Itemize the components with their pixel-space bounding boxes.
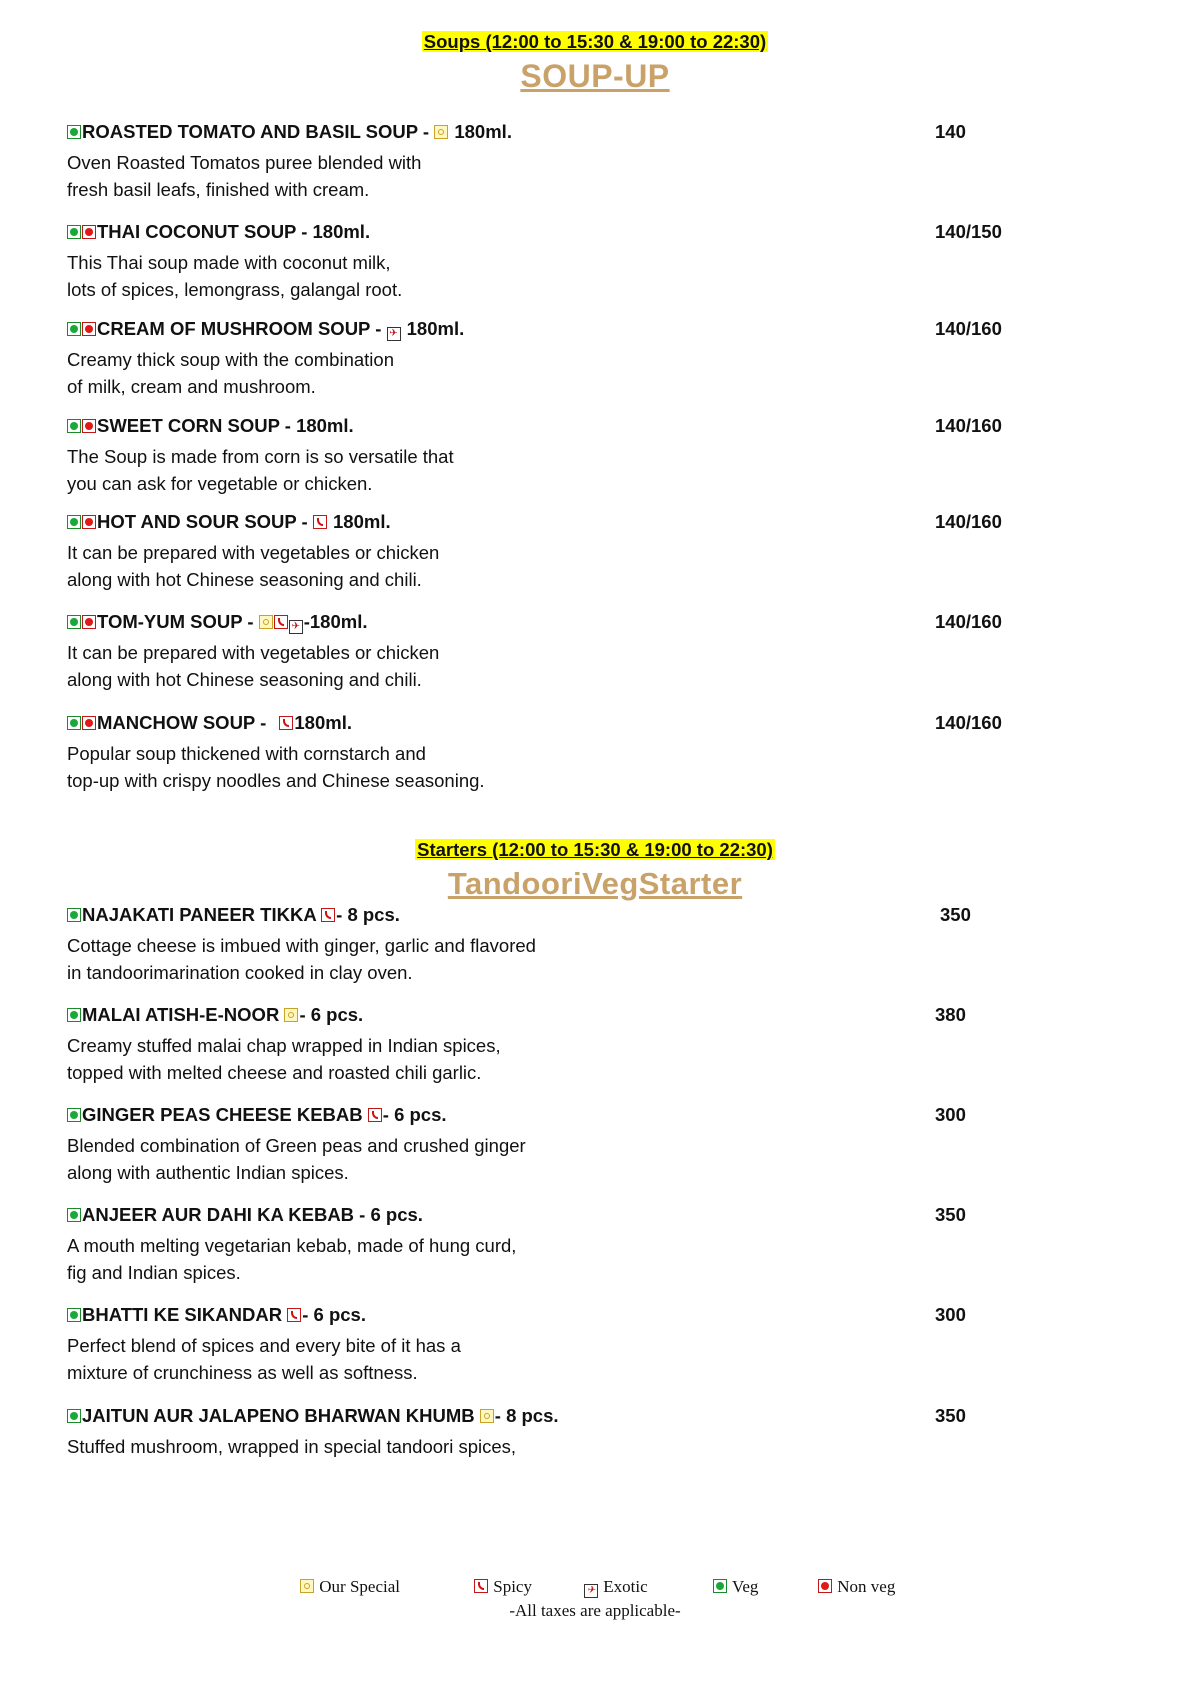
item-description: This Thai soup made with coconut milk, lots of spices, lemongrass, galangal root. (67, 252, 403, 300)
item-price: 140/160 (935, 415, 1002, 436)
menu-item (67, 1304, 1027, 1386)
non-veg-icon (82, 615, 96, 629)
item-price: 300 (935, 1304, 966, 1325)
item-size: 180ml. (294, 712, 352, 733)
non-veg-icon (818, 1579, 832, 1593)
item-name: NAJAKATI PANEER TIKKA (82, 904, 322, 925)
item-name: ROASTED TOMATO AND BASIL SOUP - (82, 121, 435, 142)
legend-veg: Veg (713, 1577, 758, 1597)
item-description: Blended combination of Green peas and crushed ginger along with authentic Indian spices. (67, 1135, 526, 1183)
item-size: - 8 pcs. (336, 904, 400, 925)
spicy-icon (274, 615, 288, 629)
item-name: GINGER PEAS CHEESE KEBAB (82, 1104, 368, 1125)
menu-item (67, 221, 1027, 303)
menu-item (67, 611, 1027, 693)
non-veg-icon (82, 515, 96, 529)
item-price: 140/160 (935, 511, 1002, 532)
item-price: 140/160 (935, 611, 1002, 632)
spicy-icon (279, 716, 293, 730)
item-description: Popular soup thickened with cornstarch and top-up with crispy noodles and Chinese seasoning. (67, 743, 485, 791)
menu-item (67, 511, 1027, 593)
veg-icon (67, 716, 81, 730)
item-name: MANCHOW SOUP - (97, 712, 272, 733)
item-description: It can be prepared with vegetables or chicken along with hot Chinese seasoning and chili. (67, 642, 440, 690)
non-veg-icon (82, 716, 96, 730)
legend-spicy: Spicy (474, 1577, 532, 1597)
item-name: SWEET CORN SOUP - 180ml. (97, 415, 354, 436)
item-name: ANJEER AUR DAHI KA KEBAB - 6 pcs. (82, 1204, 423, 1225)
veg-icon (67, 125, 81, 139)
item-price: 140 (935, 121, 966, 142)
menu-item (67, 318, 1027, 400)
veg-icon (67, 419, 81, 433)
item-size: - 8 pcs. (494, 1405, 559, 1426)
veg-icon (67, 322, 81, 336)
starters-heading: TandooriVegStarter (447, 866, 743, 901)
item-price: 140/160 (935, 318, 1002, 339)
our-special-icon (480, 1409, 494, 1423)
our-special-icon (434, 125, 448, 139)
item-size: - 6 pcs. (382, 1104, 447, 1125)
item-description: Oven Roasted Tomatos puree blended with fresh basil leafs, finished with cream. (67, 152, 422, 200)
veg-icon (67, 225, 81, 239)
item-size: 180ml. (327, 511, 391, 532)
legend-non-veg: Non veg (818, 1577, 895, 1597)
veg-icon (67, 615, 81, 629)
spicy-icon (368, 1108, 382, 1122)
item-description: Creamy stuffed malai chap wrapped in Indian spices, topped with melted cheese and roasted chili garlic. (67, 1035, 501, 1083)
veg-icon (67, 908, 81, 922)
spicy-icon (474, 1579, 488, 1593)
spicy-icon (313, 515, 327, 529)
item-description: Stuffed mushroom, wrapped in special tandoori spices, (67, 1436, 517, 1457)
menu-item (67, 712, 1027, 794)
taxes-note: -All taxes are applicable- (509, 1601, 681, 1620)
item-price: 300 (935, 1104, 966, 1125)
legend-exotic: ✈ Exotic (584, 1577, 648, 1598)
our-special-icon (259, 615, 273, 629)
menu-item (67, 904, 1027, 986)
veg-icon (67, 1208, 81, 1222)
item-price: 380 (935, 1004, 966, 1025)
item-price: 140/160 (935, 712, 1002, 733)
item-name: BHATTI KE SIKANDAR (82, 1304, 288, 1325)
veg-icon (67, 1108, 81, 1122)
item-size: 180ml. (401, 318, 465, 339)
menu-item (67, 1204, 1027, 1286)
item-size: - 6 pcs. (299, 1004, 364, 1025)
exotic-icon: ✈ (584, 1584, 598, 1598)
item-price: 350 (935, 1405, 966, 1426)
item-size: - 6 pcs. (302, 1304, 366, 1325)
item-size: 180ml. (449, 121, 512, 142)
item-price: 350 (940, 904, 971, 925)
item-description: Cottage cheese is imbued with ginger, garlic and flavored in tandoorimarination cooked in clay oven. (67, 935, 536, 983)
item-name: HOT AND SOUR SOUP - (97, 511, 313, 532)
item-name: TOM-YUM SOUP - (97, 611, 259, 632)
menu-item (67, 121, 1027, 203)
veg-icon (67, 1409, 81, 1423)
item-price: 140/150 (935, 221, 1002, 242)
exotic-icon: ✈ (387, 327, 401, 341)
our-special-icon (284, 1008, 298, 1022)
item-price: 350 (935, 1204, 966, 1225)
item-description: The Soup is made from corn is so versatile that you can ask for vegetable or chicken. (67, 446, 454, 494)
non-veg-icon (82, 419, 96, 433)
menu-item (67, 1004, 1027, 1086)
soups-heading: SOUP-UP (520, 58, 670, 94)
item-name: MALAI ATISH-E-NOOR (82, 1004, 285, 1025)
item-name: CREAM OF MUSHROOM SOUP - (97, 318, 387, 339)
menu-item (67, 415, 1027, 497)
veg-icon (67, 515, 81, 529)
veg-icon (67, 1008, 81, 1022)
starters-timing: Starters (12:00 to 15:30 & 19:00 to 22:30) (417, 839, 773, 860)
menu-item (67, 1104, 1027, 1186)
our-special-icon (300, 1579, 314, 1593)
non-veg-icon (82, 322, 96, 336)
soups-timing: Soups (12:00 to 15:30 & 19:00 to 22:30) (423, 31, 767, 52)
item-description: It can be prepared with vegetables or chicken along with hot Chinese seasoning and chili. (67, 542, 440, 590)
item-size: -180ml. (303, 611, 368, 632)
item-description: Perfect blend of spices and every bite of it has a mixture of crunchiness as well as softness. (67, 1335, 461, 1383)
exotic-icon: ✈ (289, 620, 303, 634)
legend-our-special: Our Special (300, 1577, 400, 1597)
non-veg-icon (82, 225, 96, 239)
menu-item (67, 1405, 1027, 1460)
veg-icon (713, 1579, 727, 1593)
spicy-icon (321, 908, 335, 922)
item-description: Creamy thick soup with the combination of milk, cream and mushroom. (67, 349, 394, 397)
item-description: A mouth melting vegetarian kebab, made of hung curd, fig and Indian spices. (67, 1235, 517, 1283)
icon-legend (0, 1577, 1190, 1601)
item-name: THAI COCONUT SOUP - 180ml. (97, 221, 371, 242)
item-name: JAITUN AUR JALAPENO BHARWAN KHUMB (82, 1405, 480, 1426)
veg-icon (67, 1308, 81, 1322)
spicy-icon (287, 1308, 301, 1322)
